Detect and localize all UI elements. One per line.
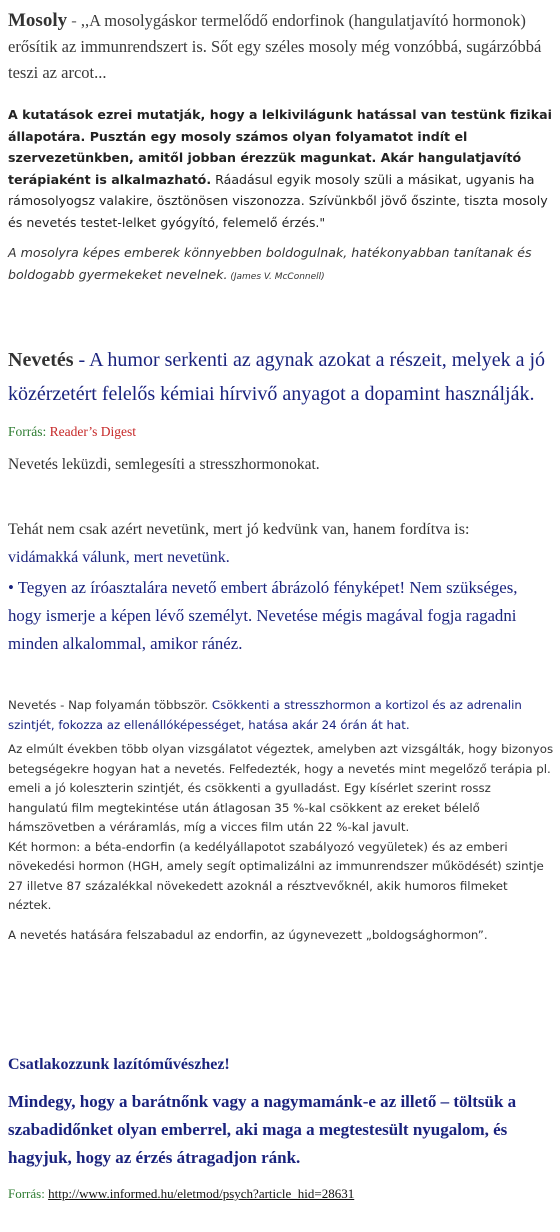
csatlakozzunk-source-label: Forrás:	[8, 1186, 49, 1201]
napfolyaman-lead-blue: Csökkenti a stresszhormon a kortizol és az adrenalin szintjét, fokozza az ellenállóképességet, hatása akár 24 órán át hat.	[8, 698, 522, 732]
napfolyaman-section	[8, 696, 554, 945]
csatlakozzunk-text: Mindegy, hogy a barátnőnk vagy a nagymamánk-e az illető – töltsük a szabadidőnket olyan emberrel, aki maga a megtestesült nyugalom, és hagyjuk, hogy az érzés átragadjon ránk.	[8, 1092, 517, 1167]
mosoly-research-bold: A kutatások ezrei mutatják, hogy a lelkivilágunk hatással van testünk fizikai állapotára. Pusztán egy mosoly számos olyan folyamatot indít el szervezetünkben, amitől jobban érezzük magunkat. Akár hangulatjavító terápiaként is alkalmazható.	[8, 107, 552, 187]
tehat-text-blue: vidámakká válunk, mert nevetünk.	[8, 549, 230, 566]
napfolyaman-paragraph-1: Az elmúlt években több olyan vizsgálatot végeztek, amelyben azt vizsgálták, hogy bizonyos betegségekre hogyan hat a nevetés. Felfedezték, hogy a nevetés mint megelőző terápia pl. emeli a jó koleszterin szintjét, és csökkenti a gyulladást. Egy kísérlet szerint rossz hangulatú film megtekintése után átlagosan 35 %-kal csökkent az ereket bélelő hámszövetben a véráramlás, míg a vicces film után 22 %-kal javult.	[8, 742, 554, 834]
napfolyaman-lead	[8, 696, 554, 735]
csatlakozzunk-title: Csatlakozzunk lazítóművészhez!	[8, 1056, 230, 1073]
mosoly-heading: Mosoly	[8, 10, 68, 31]
csatlakozzunk-source	[8, 1186, 554, 1202]
nevetes-intro-text: - A humor serkenti az agynak azokat a részeit, melyek a jó közérzetért felelős kémiai hírvivő anyagot a dopamint használják.	[8, 349, 546, 405]
tehat-section	[8, 516, 554, 658]
mosoly-research-rest: Ráadásul egyik mosoly szüli a másikat, ugyanis ha rámosolyogsz valakire, ösztönösen viszonozza. Szívünkből jövő őszinte, tiszta mosoly és nevetés testet-lelket gyógyító, felemelő érzés."	[8, 171, 548, 230]
napfolyaman-paragraph-3: A nevetés hatására felszabadul az endorfin, az úgynevezett „boldogsághormon”.	[8, 927, 488, 942]
mosoly-quote-author: (James V. McConnell)	[227, 272, 325, 282]
csatlakozzunk-section	[8, 1056, 554, 1202]
tehat-bullet: • Tegyen az íróasztalára nevető embert ábrázoló fényképet! Nem szükséges, hogy ismerje a képen lévő személyt. Nevetése mégis magával fogja ragadni minden alkalommal, amikor ránéz.	[8, 578, 518, 653]
nevetes-source-label: Forrás:	[8, 424, 50, 439]
napfolyaman-lead-text: Nevetés - Nap folyamán többször.	[8, 698, 212, 712]
nevetes-heading: Nevetés	[8, 349, 74, 371]
tehat-text: Tehát nem csak azért nevetünk, mert jó kedvünk van, hanem fordítva is:	[8, 521, 470, 538]
mosoly-dash: -	[67, 11, 81, 30]
nevetes-source-name: Reader’s Digest	[49, 424, 136, 439]
nevetes-intro	[8, 343, 554, 449]
nevetes-stress-line: Nevetés leküzdi, semlegesíti a stresszhormonokat.	[8, 456, 320, 473]
mosoly-quote-text: A mosolyra képes emberek könnyebben boldogulnak, hatékonyabban tanítanak és boldogabb gyermekeket nevelnek.	[8, 245, 532, 282]
csatlakozzunk-source-link[interactable]: http://www.informed.hu/eletmod/psych?article_hid=28631	[48, 1186, 355, 1201]
mosoly-quote	[8, 242, 554, 288]
mosoly-intro-text: ,,A mosolygáskor termelődő endorfinok (hangulatjavító hormonok) erősítik az immunrendszert is. Sőt egy széles mosoly még vonzóbbá, sugárzóbbá teszi az arcot...	[8, 11, 542, 82]
napfolyaman-paragraph-2: Két hormon: a béta-endorfin (a kedélyállapotot szabályozó vegyületek) és az emberi növekedési hormon (HGH, amely segít optimalizálni az immunrendszer működését) szintje 27 illetve 87 százalékkal növekedett azoknál a résztvevőknél, akik humoros filmeket néztek.	[8, 839, 544, 912]
mosoly-research-paragraph	[8, 104, 554, 233]
mosoly-intro	[8, 8, 554, 86]
